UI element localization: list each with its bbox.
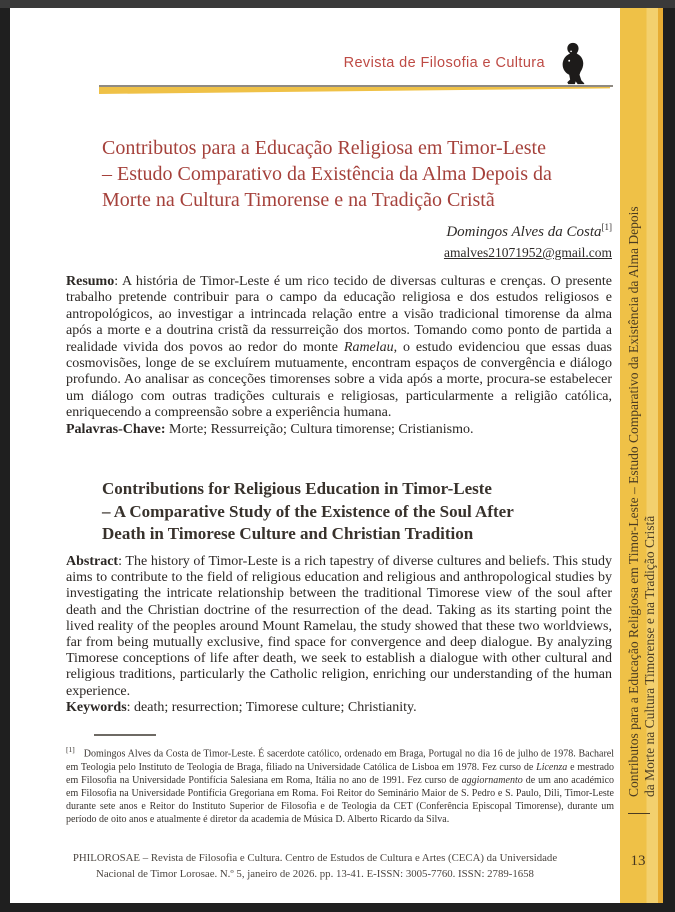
palavras-chave-label: Palavras-Chave: — [66, 421, 166, 437]
title-en-line: Death in Timorese Culture and Christian Tradition — [102, 524, 474, 543]
article-title-en — [102, 478, 514, 546]
footnote-marker[interactable]: [1] — [66, 745, 75, 754]
header-rule — [99, 85, 613, 87]
keywords-text: : death; resurrection; Timorese culture; Christianity. — [126, 699, 417, 715]
abstract-label: Abstract — [66, 554, 119, 569]
page-number: 13 — [630, 853, 646, 869]
palavras-chave-text: Morte; Ressurreição; Cultura timorense; Cristianismo. — [165, 421, 474, 437]
author-footnote-ref[interactable]: [1] — [601, 222, 612, 232]
footnote — [66, 743, 614, 827]
footnote-text: de um ano académico em Filosofia na Universidade Pontifícia Gregoriana em Roma. Foi Reitor do Seminário Maior de S. Pedro e S. Paulo, Dili, Timor-Leste durante sete anos e Reitor do Instituto Superior de Filosofia e de Teologia da CET (Conferência Episcopal Timorense), durante um período de oito anos e atualmente é diretor da academia de Música D. Alberto Ricardo da Silva. — [66, 774, 615, 826]
sidebar-vertical-title — [626, 29, 658, 797]
footnote-italic-term: Licenza — [536, 761, 568, 773]
journal-name: Revista de Filosofia e Cultura — [343, 55, 545, 71]
footer-line: PHILOROSAE – Revista de Filosofia e Cultura. Centro de Estudos de Cultura e Artes (CECA) da Universidade — [72, 852, 558, 864]
footnote-text: Domingos Alves da Costa de Timor-Leste. É sacerdote católico, ordenado em Braga, Portugal no dia 16 de julho de 1978. Bacharel em Teologia pelo Instituto de Teologia de Braga, filiado na Universidade Católica de Lisboa em 1978. Fez curso de — [66, 748, 614, 773]
footnote-divider — [94, 734, 156, 736]
resumo-italic-term: Ramelau — [343, 339, 394, 355]
resumo-text: : A história de Timor-Leste é um rico tecido de diversas culturas e crenças. O presente trabalho pretende contribuir para o campo da educação religiosa e dos estudos religiosos e antropológicos, ao investigar a intrincada relação entre a visão tradicional timorense da alma após a morte e a doutrina cristã da ressurreição dos mortos. Tomando como ponto de partida a realidade vivida dos povos ao redor do monte — [66, 274, 612, 355]
footer-line: Nacional de Timor Lorosae. N.º 5, janeiro de 2026. pp. 13-41. E-ISSN: 3005-7760. ISSN: 2789-1658 — [96, 868, 534, 880]
thinker-statue-icon — [557, 41, 587, 86]
accent-band — [620, 8, 663, 903]
title-pt-line: Morte na Cultura Timorense e na Tradição Cristã — [102, 189, 495, 211]
title-pt-line: – Estudo Comparativo da Existência da Alma Depois da — [102, 163, 552, 185]
header-rule-gold-wedge — [99, 87, 610, 94]
title-en-line: Contributions for Religious Education in Timor-Leste — [102, 479, 492, 498]
title-pt-line: Contributos para a Educação Religiosa em Timor-Leste — [102, 137, 546, 159]
article-title-pt — [102, 135, 552, 213]
title-en-line: – A Comparative Study of the Existence of the Soul After — [102, 501, 514, 521]
resumo-label: Resumo — [66, 274, 115, 289]
author-name — [444, 222, 612, 241]
journal-footer — [55, 850, 575, 882]
author-block — [444, 222, 612, 262]
abstract-section — [66, 554, 612, 716]
abstract-paragraph — [66, 554, 612, 700]
resumo-section — [66, 274, 612, 438]
page — [10, 8, 620, 903]
author-name-text: Domingos Alves da Costa — [446, 224, 602, 240]
page-number-rule — [628, 813, 650, 814]
sidebar-title-line: da Morte na Cultura Timorense e na Tradição Cristã — [642, 515, 657, 797]
keywords-label: Keywords — [66, 699, 127, 715]
frame-top — [0, 0, 675, 8]
sidebar-title-line: Contributos para a Educação Religiosa em Timor-Leste – Estudo Comparativo da Existência da Alma Depois — [626, 206, 641, 797]
footnote-text: e mestrado em Filosofia na Universidade Pontifícia Salesiana em Roma, Itália no ano de 1991. Fez curso de — [66, 761, 615, 786]
resumo-text: , o estudo evidenciou que essas duas cosmovisões, longe de se excluírem mutuamente, encontram espaços de convergência e diálogo profundo. Ao analisar as conceções timorenses sobre a vida após a morte, procura-se estabelecer um diálogo com outras tradições culturais e religiosas, particularmente a religião católica, enriquecendo a compreensão sobre a experiência humana. — [66, 339, 612, 421]
palavras-chave-line — [66, 422, 612, 438]
resumo-paragraph — [66, 274, 612, 422]
author-email-link[interactable]: amalves21071952@gmail.com — [443, 245, 612, 260]
footnote-italic-term: aggiornamento — [461, 774, 523, 786]
abstract-text: : The history of Timor-Leste is a rich tapestry of diverse cultures and beliefs. This study aims to contribute to the field of religious education and religious and anthropological studies by investigating the intricate relationship between the traditional Timorese view of the soul after death and the Christian doctrine of the resurrection of the dead. Taking as its starting point the lived reality of the peoples around Mount Ramelau, the study showed that these two worldviews, far from being mutually exclusive, find space for convergence and deep dialogue. By analyzing Timorese conceptions of life after death, we seek to establish a dialogue with other cultural and religious traditions, particularly the Catholic religion, enriching our understanding of the human experience. — [66, 554, 612, 699]
keywords-line — [66, 700, 612, 716]
